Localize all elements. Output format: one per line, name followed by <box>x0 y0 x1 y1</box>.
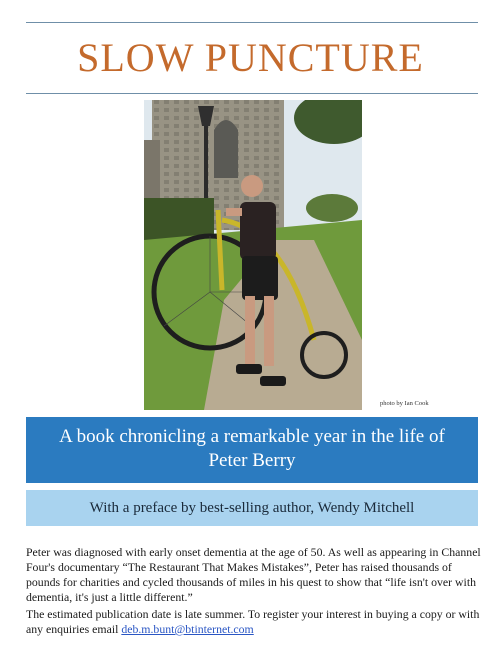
email-link[interactable]: deb.m.bunt@btinternet.com <box>121 622 254 636</box>
cover-photo <box>144 100 362 410</box>
preface-banner <box>26 490 478 526</box>
headline-text: A book chronicling a remarkable year in the life of Peter Berry <box>59 426 445 471</box>
page-title: SLOW PUNCTURE <box>77 35 424 80</box>
bottom-divider <box>26 93 478 94</box>
enquiry-text: The estimated publication date is late summer. To register your interest in buying a copy or with any enquiries email <box>26 607 480 636</box>
preface-text: With a preface by best-selling author, Wendy Mitchell <box>89 500 415 516</box>
description-paragraph: Peter was diagnosed with early onset dementia at the age of 50. As well as appearing in Channel Four's documentary “The Restaurant That Makes Mistakes”, Peter has raised thousands of pounds for charities and cycled thousands of miles in his quest to show that “life isn't over with dementia, it's just a little different.” <box>26 545 481 604</box>
top-divider <box>26 22 478 23</box>
enquiry-paragraph <box>26 607 486 637</box>
photo-credit: photo by Ian Cook <box>380 400 429 407</box>
headline-banner <box>26 417 478 483</box>
